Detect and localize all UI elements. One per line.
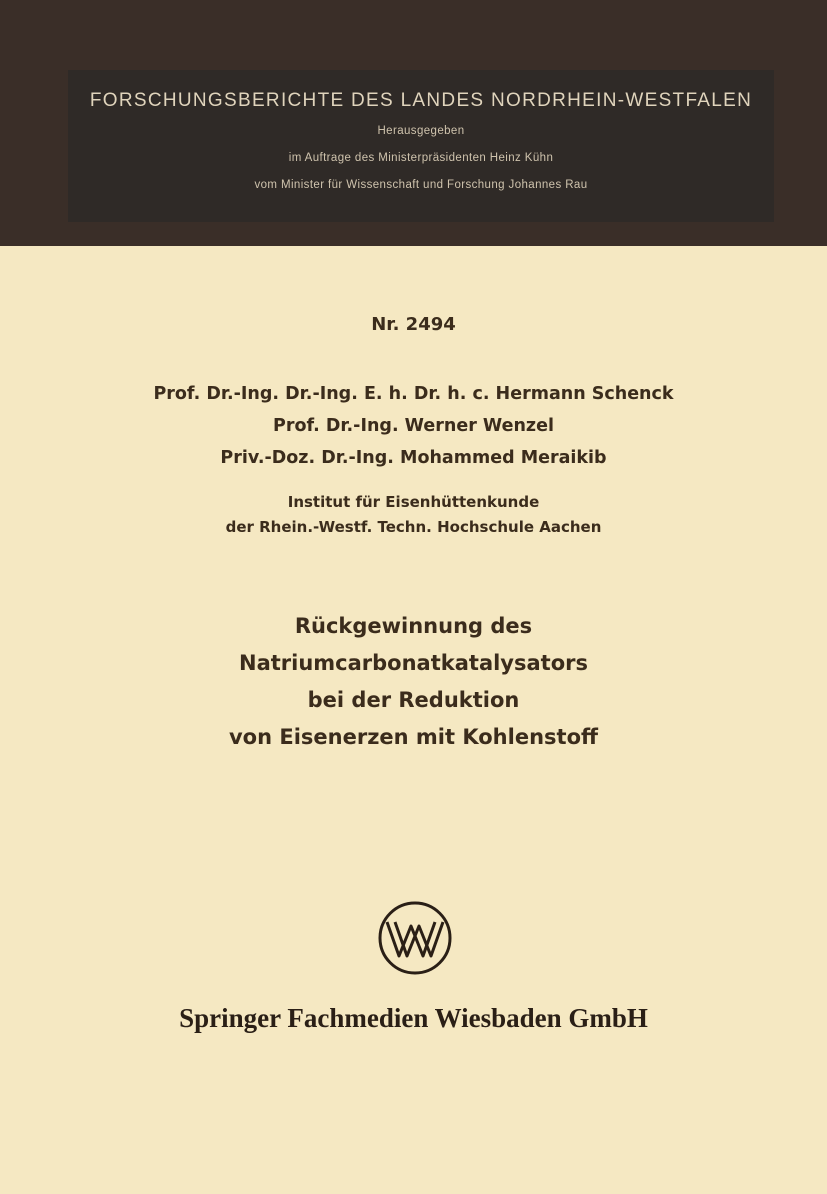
title-line: bei der Reduktion bbox=[307, 688, 520, 712]
institute-line: der Rhein.-Westf. Techn. Hochschule Aachen bbox=[225, 518, 602, 536]
series-minister-line: vom Minister für Wissenschaft und Forschung Johannes Rau bbox=[254, 179, 588, 191]
westdeutscher-verlag-w-logo-icon bbox=[377, 900, 453, 976]
institute-block bbox=[0, 490, 827, 540]
series-panel bbox=[68, 70, 774, 222]
series-commission-line: im Auftrage des Ministerpräsidenten Heinz Kühn bbox=[288, 152, 554, 164]
institute-line: Institut für Eisenhüttenkunde bbox=[287, 493, 540, 511]
author-name: Prof. Dr.-Ing. Werner Wenzel bbox=[273, 416, 554, 436]
author-name: Priv.-Doz. Dr.-Ing. Mohammed Meraikib bbox=[220, 448, 607, 468]
book-title bbox=[0, 608, 827, 756]
title-line: Natriumcarbonatkatalysators bbox=[239, 651, 588, 675]
publisher-name: Springer Fachmedien Wiesbaden GmbH bbox=[179, 1003, 648, 1033]
title-line: Rückgewinnung des bbox=[294, 614, 533, 638]
title-line: von Eisenerzen mit Kohlenstoff bbox=[228, 725, 599, 749]
author-list bbox=[0, 378, 827, 474]
author-name: Prof. Dr.-Ing. Dr.-Ing. E. h. Dr. h. c. Hermann Schenck bbox=[153, 384, 674, 404]
series-header-band bbox=[0, 0, 827, 246]
report-number: Nr. 2494 bbox=[371, 314, 456, 335]
series-editor-label: Herausgegeben bbox=[377, 125, 465, 137]
series-title: FORSCHUNGSBERICHTE DES LANDES NORDRHEIN-WESTFALEN bbox=[89, 90, 753, 111]
